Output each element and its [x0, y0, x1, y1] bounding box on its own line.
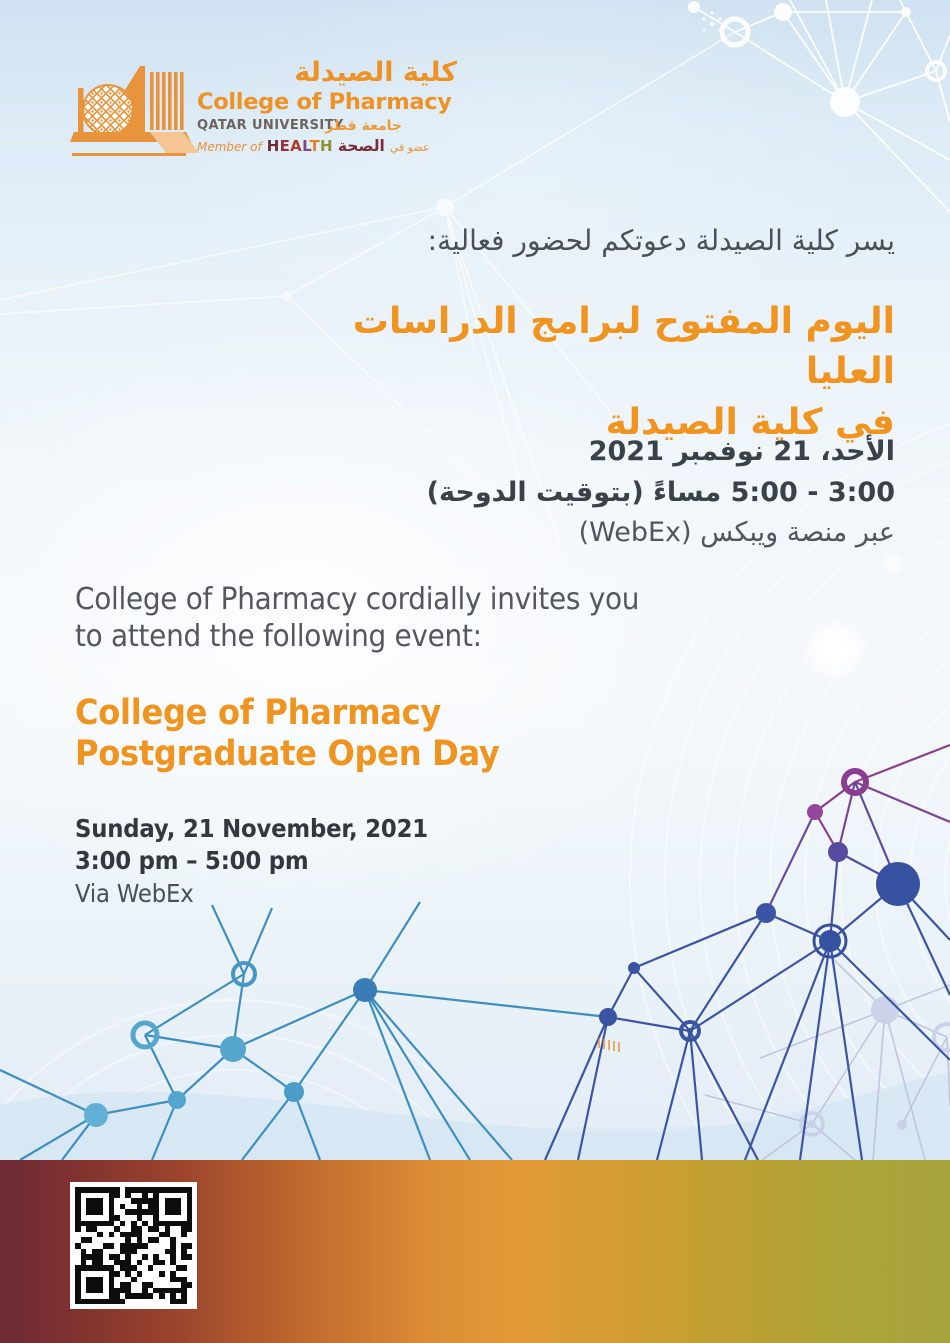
college-name-english: College of Pharmacy [197, 88, 452, 115]
english-event-details [75, 813, 428, 910]
arabic-event-title [255, 297, 895, 448]
health-letter: H [266, 136, 280, 155]
college-name-arabic: كلية الصيدلة [294, 57, 457, 88]
member-of-label: Member of [197, 139, 262, 154]
university-name [197, 118, 457, 134]
health-letter: L [302, 136, 310, 155]
english-intro-line1: College of Pharmacy cordially invites you [75, 582, 640, 617]
qr-code-modules [75, 1187, 192, 1304]
arabic-event-date: الأحد، 21 نوفمبر 2021 [588, 436, 895, 467]
english-event-platform: Via WebEx [75, 878, 194, 908]
health-letter: H [320, 136, 333, 155]
english-event-title-line1: College of Pharmacy [75, 693, 441, 733]
qatar-university-building-icon [70, 62, 200, 162]
member-of-label-arabic: عضو في [389, 140, 430, 154]
english-intro-text [75, 582, 639, 655]
english-event-title [75, 693, 500, 776]
health-wordmark-letters [267, 137, 333, 157]
arabic-intro-text: يسر كلية الصيدلة دعوتكم لحضور فعالية: [427, 224, 895, 257]
university-name-arabic: جامعة قطر [325, 118, 402, 135]
arabic-event-title-line1: اليوم المفتوح لبرامج الدراسات العليا [352, 301, 895, 393]
english-event-title-line2: Postgraduate Open Day [75, 734, 500, 775]
qr-code [70, 1182, 197, 1309]
health-letter: E [279, 136, 291, 155]
health-letter: A [290, 136, 303, 155]
arabic-event-details [255, 432, 895, 554]
english-intro-line2: to attend the following event: [75, 618, 482, 654]
logo-divider-line [72, 153, 186, 156]
english-event-time: 3:00 pm – 5:00 pm [75, 846, 309, 876]
english-event-date: Sunday, 21 November, 2021 [75, 814, 428, 843]
member-of-health-line [197, 136, 457, 157]
arabic-event-time: 3:00 - 5:00 مساءً (بتوقيت الدوحة) [426, 476, 895, 508]
health-letter: T [309, 136, 321, 155]
university-name-english: QATAR UNIVERSITY [197, 118, 344, 134]
health-wordmark-arabic: الصحة [337, 136, 385, 155]
arabic-event-platform: عبر منصة ويبكس (WebEx) [578, 517, 895, 548]
arabic-event-title-line2: في كلية الصيدلة [605, 401, 895, 443]
